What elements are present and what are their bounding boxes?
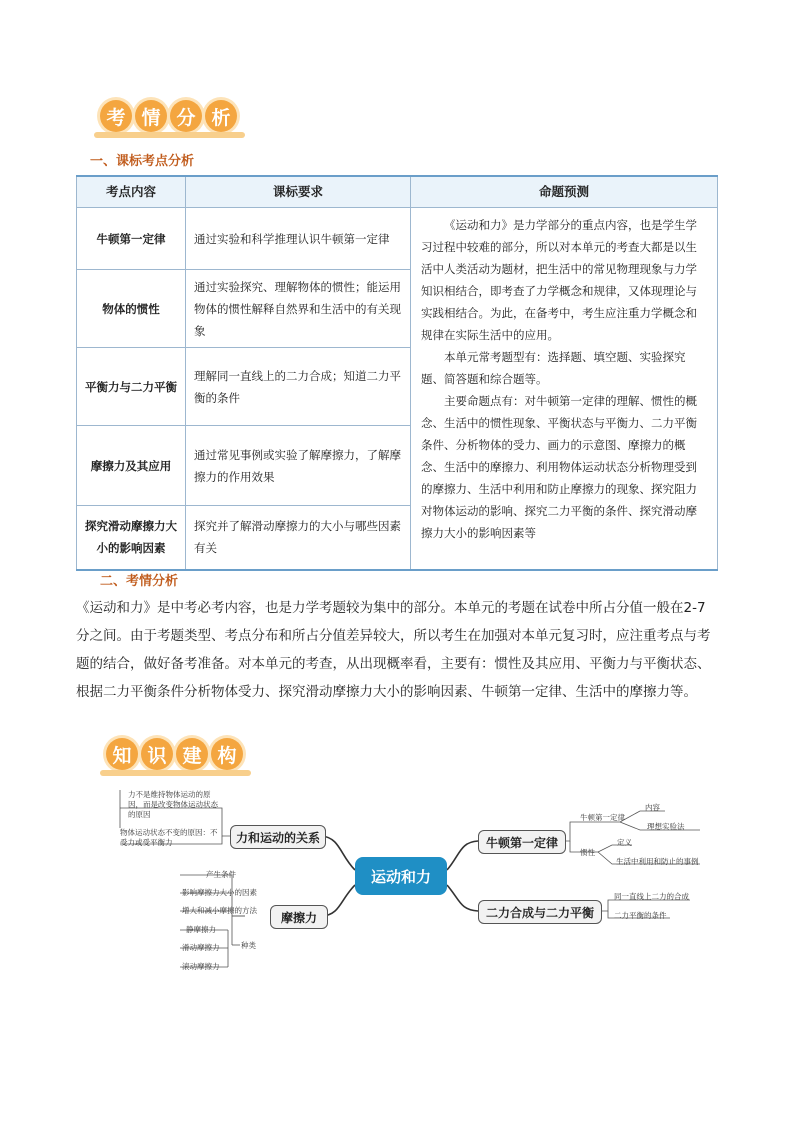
badge-char: 情: [135, 100, 167, 132]
badge-char: 建: [176, 738, 208, 770]
table-row-requirement: 理解同一直线上的二力合成；知道二力平衡的条件: [186, 348, 411, 426]
leaf-text: 种类: [241, 941, 256, 950]
leaf-text: 同一直线上二力的合成: [614, 892, 689, 901]
leaf-text: 惯性: [580, 848, 595, 857]
table-row-point: 平衡力与二力平衡: [77, 348, 186, 426]
leaf-text: 理想实验法: [647, 822, 685, 831]
analysis-paragraph: 《运动和力》是中考必考内容，也是力学考题较为集中的部分。本单元的考题在试卷中所占分值一般在2-7分之间。由于考题类型、考点分布和所占分值差异较大，所以考生在加强对本单元复习时，应注重考点与考题的结合，做好备考准备。对本单元的考查，从出现概率看，主要有：惯性及其应用、平衡力与平衡状态、根据二力平衡条件分析物体受力、探究滑动摩擦力大小的影响因素、牛顿第一定律、生活中的摩擦力等。: [76, 600, 711, 700]
leaf-text: 二力平衡的条件: [614, 911, 667, 920]
badge-char: 考: [100, 100, 132, 132]
leaf-text: 力不是维持物体运动的原因，而是改变物体运动状态的原因: [128, 790, 218, 819]
leaf-text: 影响摩擦力大小的因素: [182, 888, 257, 897]
prediction-paragraph: 《运动和力》是力学部分的重点内容，也是学生学习过程中较难的部分，所以对本单元的考查大都是以生活中人类活动为题材，把生活中的常见物理现象与力学知识相结合，即考查了力学概念和规律，又体现理论与实践相结合。为此，在备考中，考生应注重力学概念和规律在实际生活中的应用。: [421, 218, 697, 342]
leaf-text: 静摩擦力: [186, 925, 216, 934]
section2-title: 二、考情分析: [100, 574, 179, 589]
table-row-point: 摩擦力及其应用: [77, 426, 186, 506]
node-friction: 摩擦力: [270, 905, 328, 929]
table-row-requirement: 通过实验探究、理解物体的惯性；能运用物体的惯性解释自然界和生活中的有关现象: [186, 270, 411, 348]
node-newton-first-law: 牛顿第一定律: [478, 830, 566, 854]
leaf-text: 定义: [617, 838, 632, 847]
badge-char: 析: [205, 100, 237, 132]
header-point: 考点内容: [77, 176, 186, 208]
leaf-text: 增大和减小摩擦的方法: [182, 906, 257, 915]
table-row-point: 探究滑动摩擦力大小的影响因素: [77, 506, 186, 570]
section1-title: 一、课标考点分析: [90, 154, 195, 169]
table-row-point: 牛顿第一定律: [77, 208, 186, 270]
mindmap-center: 运动和力: [355, 857, 447, 895]
leaf-text: 滚动摩擦力: [182, 962, 220, 971]
prediction-paragraph: 主要命题点有：对牛顿第一定律的理解、惯性的概念、生活中的惯性现象、平衡状态与平衡力、二力平衡条件、分析物体的受力、画力的示意图、摩擦力的概念、生活中的摩擦力、利用物体运动状态分析物理受到的摩擦力、生活中利用和防止摩擦力的现象、探究阻力对物体运动的影响、探究二力平衡的条件、探究滑动摩擦力大小的影响因素等: [421, 394, 697, 540]
table-row-requirement: 通过常见事例或实验了解摩擦力，了解摩擦力的作用效果: [186, 426, 411, 506]
badge-char: 构: [211, 738, 243, 770]
leaf-text: 生活中利用和防止的事例: [616, 857, 699, 866]
leaf-text: 滑动摩擦力: [182, 943, 220, 952]
prediction-paragraph: 本单元常考题型有：选择题、填空题、实验探究题、简答题和综合题等。: [421, 350, 686, 386]
badge-char: 识: [141, 738, 173, 770]
table-row-requirement: 探究并了解滑动摩擦力的大小与哪些因素有关: [186, 506, 411, 570]
leaf-text: 牛顿第一定律: [580, 813, 625, 822]
node-force-motion: 力和运动的关系: [230, 825, 326, 849]
header-prediction: 命题预测: [411, 176, 718, 208]
node-force-balance: 二力合成与二力平衡: [478, 900, 602, 924]
badge-char: 知: [106, 738, 138, 770]
table-row-requirement: 通过实验和科学推理认识牛顿第一定律: [186, 208, 411, 270]
badge-char: 分: [170, 100, 202, 132]
table-row-point: 物体的惯性: [77, 270, 186, 348]
leaf-text: 内容: [645, 803, 660, 812]
leaf-text: 物体运动状态不变的原因：不受力或受平衡力: [120, 828, 218, 847]
leaf-text: 产生条件: [206, 870, 236, 879]
header-requirement: 课标要求: [186, 176, 411, 208]
